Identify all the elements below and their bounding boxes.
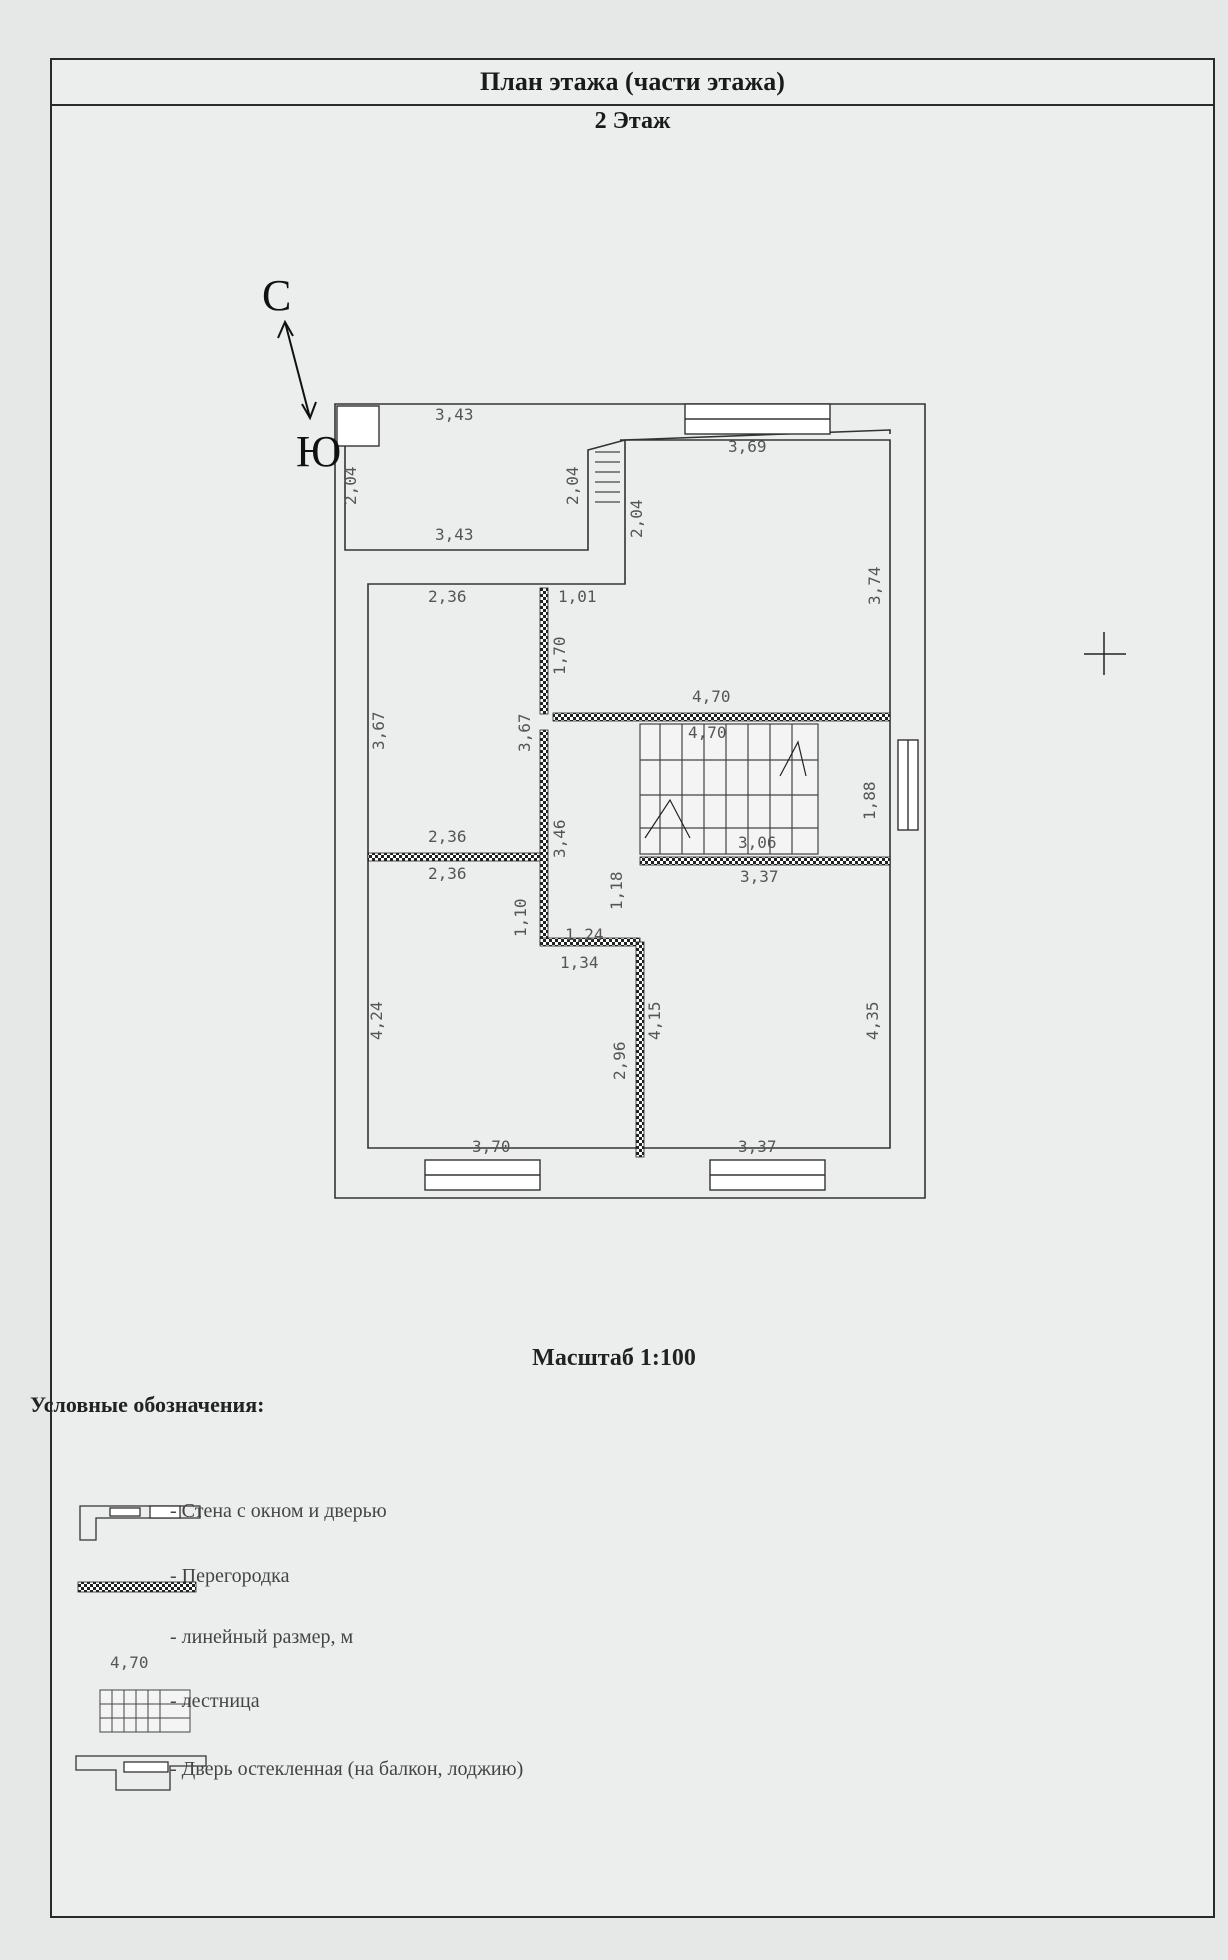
compass-north-label: С: [262, 271, 292, 320]
compass-south-label: Ю: [296, 427, 342, 476]
dim-label: 4,35: [863, 1001, 882, 1040]
dim-label: 1,01: [558, 587, 597, 606]
legend-item-stair: - лестница: [170, 1690, 260, 1712]
dim-label: 2,04: [341, 466, 360, 505]
dim-label: 3,37: [740, 867, 779, 886]
dim-label: 3,67: [369, 711, 388, 750]
compass-arrow: [278, 322, 316, 418]
dim-label: 3,06: [738, 833, 777, 852]
dim-label: 2,04: [563, 466, 582, 505]
dim-label: 1,10: [511, 898, 530, 937]
legend-symbol-dimension: 4,70: [110, 1653, 149, 1672]
dim-label: 1,24: [565, 925, 604, 944]
dim-label: 1,88: [860, 781, 879, 820]
dim-label: 3,46: [550, 819, 569, 858]
staircase: [640, 724, 818, 854]
cursor-crosshair-icon: [1084, 632, 1126, 675]
dim-label: 4,15: [645, 1001, 664, 1040]
dim-label: 3,43: [435, 525, 474, 544]
floor-label: 2 Этаж: [594, 108, 671, 134]
legend-item-glazed-door: - Дверь остекленная (на балкон, лоджию): [170, 1758, 524, 1780]
dim-label: 1,18: [607, 871, 626, 910]
dim-label: 2,96: [610, 1041, 629, 1080]
legend-item-dimension: - линейный размер, м: [170, 1626, 354, 1648]
dim-label: 1,70: [550, 636, 569, 675]
dim-label: 3,37: [738, 1137, 777, 1156]
dim-label: 3,69: [728, 437, 767, 456]
page-title: План этажа (части этажа): [52, 60, 1213, 106]
dim-label: 4,70: [692, 687, 731, 706]
legend-item-partition: - Перегородка: [170, 1565, 290, 1587]
dim-label: 3,74: [865, 566, 884, 605]
shaft: [337, 406, 379, 446]
small-staircase: [595, 452, 620, 502]
legend-title: Условные обозначения:: [30, 1392, 265, 1417]
dim-label: 2,36: [428, 827, 467, 846]
dim-label: 2,04: [627, 499, 646, 538]
dim-label: 2,36: [428, 864, 467, 883]
dim-label: 2,36: [428, 587, 467, 606]
dim-label: 3,43: [435, 405, 474, 424]
dim-label: 1,34: [560, 953, 599, 972]
dim-label: 3,67: [515, 713, 534, 752]
dim-label: 3,70: [472, 1137, 511, 1156]
legend-item-wall: - Стена с окном и дверью: [170, 1500, 387, 1522]
dim-label: 4,24: [367, 1001, 386, 1040]
dim-label: 4,70: [688, 723, 727, 742]
scale-label: Масштаб 1:100: [532, 1345, 696, 1371]
